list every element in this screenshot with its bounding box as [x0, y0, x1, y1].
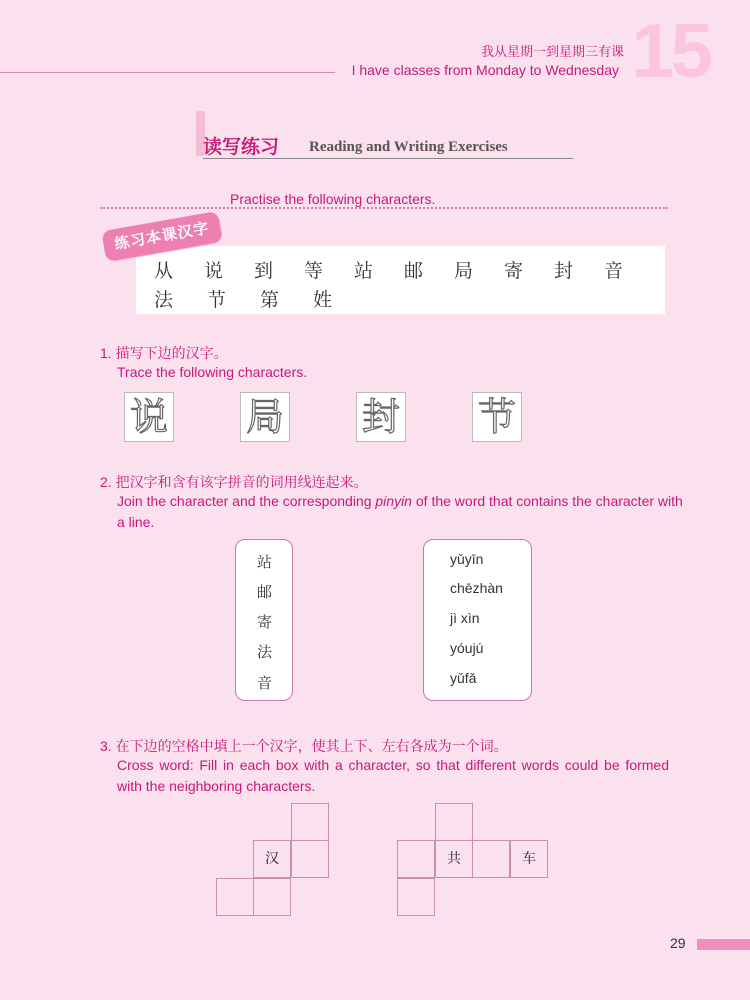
section-title-en: Reading and Writing Exercises [309, 139, 508, 155]
practice-char: 说 [204, 260, 224, 282]
section-title-cn: 读写练习 [203, 137, 280, 158]
practice-char: 邮 [404, 260, 424, 282]
practice-char: 从 [154, 260, 174, 282]
match-character[interactable]: 寄 [257, 613, 273, 631]
practice-char: 站 [354, 260, 374, 282]
page-number: 29 [670, 935, 686, 951]
trace-box[interactable] [472, 392, 522, 442]
crossword-blank[interactable] [253, 878, 291, 916]
match-character[interactable]: 站 [257, 553, 273, 571]
page-number-bar [697, 939, 750, 950]
practice-char: 封 [554, 260, 574, 282]
exercise1-title-cn: 1. 描写下边的汉字。 [100, 345, 228, 361]
exercise2-text-italic: pinyin [375, 493, 412, 509]
practise-tag-label: 练习本课汉字 [113, 219, 211, 254]
exercise3-title-en: Cross word: Fill in each box with a character, so that different words could be formed with the neighboring characters. [117, 757, 669, 794]
crossword-cell: 共 [435, 840, 473, 878]
match-pinyin[interactable]: jì xìn [450, 610, 480, 626]
practise-instruction: Practise the following characters. [230, 191, 436, 207]
crossword-blank[interactable] [397, 840, 435, 878]
trace-char: 封 [361, 395, 400, 439]
trace-char: 节 [477, 395, 516, 439]
match-pinyin[interactable]: yóujú [450, 640, 484, 656]
trace-box[interactable] [124, 392, 174, 442]
crossword-blank[interactable] [291, 803, 329, 841]
dotted-divider [100, 207, 668, 209]
header-rule [0, 72, 335, 73]
practice-char: 姓 [313, 289, 333, 311]
exercise2-text-part: of the word that contains the character with a line. [117, 493, 683, 530]
practice-char: 法 [154, 289, 174, 311]
lesson-number: 15 [631, 9, 710, 94]
lesson-title-cn: 我从星期一到星期三有课 [480, 44, 624, 59]
crossword-cell: 车 [510, 840, 548, 878]
practice-char: 等 [304, 260, 324, 282]
exercise3-title-cn: 3. 在下边的空格中填上一个汉字，使其上下、左右各成为一个词。 [100, 738, 508, 754]
match-pinyin[interactable]: yǔfǎ [450, 670, 477, 686]
crossword-blank[interactable] [397, 878, 435, 916]
exercise2-title-cn: 2. 把汉字和含有该字拼音的词用线连起来。 [100, 474, 368, 490]
practice-char: 到 [254, 260, 274, 282]
practice-char: 第 [260, 289, 280, 311]
crossword-blank[interactable] [216, 878, 254, 916]
crossword-blank[interactable] [435, 803, 473, 841]
crossword-blank[interactable] [472, 840, 510, 878]
trace-char: 说 [129, 395, 168, 439]
practice-char: 音 [604, 260, 624, 282]
match-character[interactable]: 音 [257, 674, 273, 692]
trace-box[interactable] [240, 392, 290, 442]
section-underline [203, 158, 573, 159]
match-pinyin[interactable]: yǔyīn [450, 551, 484, 567]
trace-box[interactable] [356, 392, 406, 442]
match-character[interactable]: 邮 [257, 583, 273, 601]
match-pinyin[interactable]: chēzhàn [450, 580, 503, 596]
practice-char: 寄 [504, 260, 524, 282]
practice-char: 节 [207, 289, 227, 311]
exercise2-title-en [117, 491, 687, 533]
exercise1-title-en: Trace the following characters. [117, 364, 308, 380]
lesson-title-en: I have classes from Monday to Wednesday [351, 62, 619, 78]
match-character[interactable]: 法 [257, 643, 273, 661]
exercise2-text-part: Join the character and the corresponding [117, 493, 376, 509]
practice-char: 局 [454, 260, 474, 282]
trace-char: 局 [245, 395, 284, 439]
crossword-cell: 汉 [253, 840, 291, 878]
character-row-2 [154, 285, 654, 312]
crossword-blank[interactable] [291, 840, 329, 878]
character-row-1 [154, 256, 654, 283]
